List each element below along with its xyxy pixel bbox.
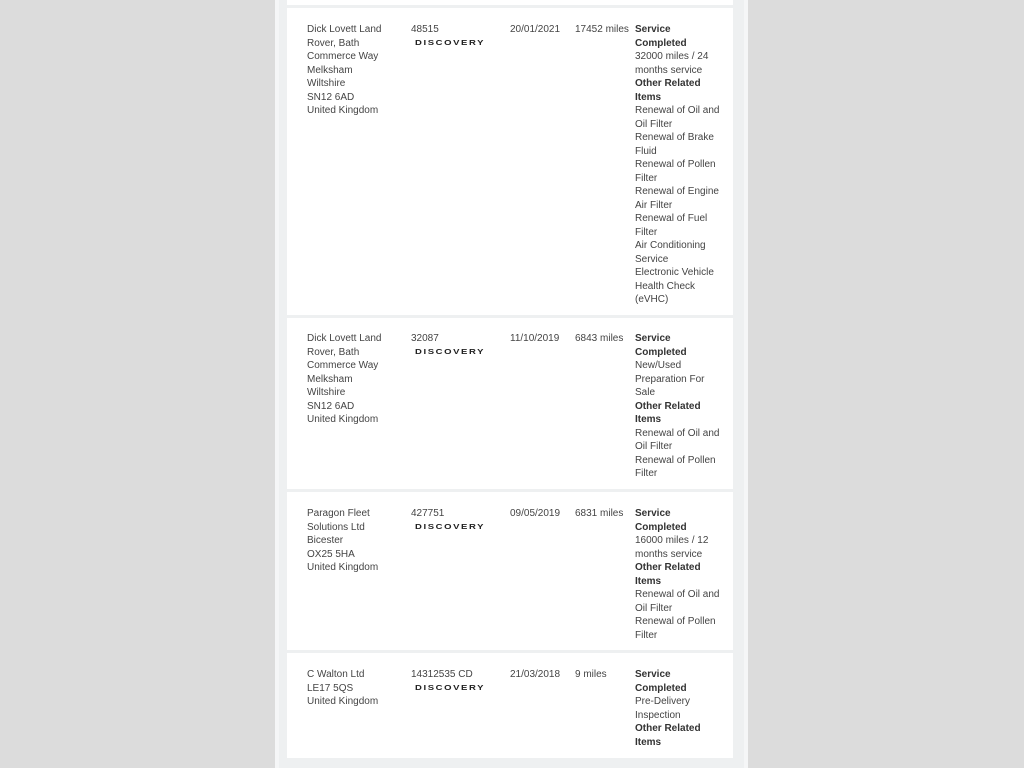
related-item: Renewal of Oil and Oil Filter [635,105,720,130]
other-items-label: Other Related Items [635,78,701,103]
service-record [287,8,733,315]
address-line: Bicester [307,535,344,546]
service-record [287,492,733,650]
mileage: 9 miles [575,669,607,680]
related-item: Renewal of Pollen Filter [635,159,716,184]
other-items-label: Other Related Items [635,400,701,425]
service-record [287,653,733,758]
dealer-address [307,668,403,709]
reference-number: 48515 [411,24,439,35]
address-line: Wiltshire [307,387,346,398]
mileage: 6831 miles [575,508,624,519]
left-edge [275,0,279,768]
previous-record-card [287,0,733,5]
discovery-logo: DISCOVERY [415,522,486,532]
service-details [635,507,725,642]
service-type: Pre-Delivery Inspection [635,696,691,721]
country: United Kingdom [307,105,379,116]
reference-number: 14312535 CD [411,669,473,680]
related-item: Renewal of Fuel Filter [635,213,708,238]
related-item: Renewal of Pollen Filter [635,454,716,479]
service-date: 21/03/2018 [510,669,561,680]
related-item: Renewal of Pollen Filter [635,616,716,641]
mileage: 6843 miles [575,333,624,344]
dealer-address [307,332,403,427]
dealer-name: Dick Lovett Land Rover, Bath [307,24,382,49]
reference-cell [411,23,501,51]
other-items-label: Other Related Items [635,723,701,748]
service-details [635,332,725,481]
related-item: Renewal of Engine Air Filter [635,186,719,211]
service-record [287,318,733,489]
service-type: 16000 miles / 12 months service [635,535,709,560]
discovery-logo: DISCOVERY [415,38,486,48]
service-details [635,668,725,749]
postcode: SN12 6AD [307,91,355,103]
related-item: Renewal of Brake Fluid [635,132,714,157]
dealer-name: C Walton Ltd [307,669,365,680]
address-line: Commerce Way [307,360,379,371]
dealer-name: Paragon Fleet Solutions Ltd [307,508,370,533]
service-completed-label: Service Completed [635,333,687,358]
service-type: New/Used Preparation For Sale [635,360,705,398]
service-date: 20/01/2021 [510,24,561,35]
other-items-label: Other Related Items [635,562,701,587]
service-history-panel [275,0,748,768]
related-item: Renewal of Oil and Oil Filter [635,589,720,614]
address-line: Melksham [307,373,353,385]
dealer-address [307,23,403,118]
dealer-name: Dick Lovett Land Rover, Bath [307,333,382,358]
service-date: 09/05/2019 [510,508,561,519]
address-line: Commerce Way [307,51,379,62]
address-line: Melksham [307,64,353,76]
postcode: SN12 6AD [307,400,355,412]
service-completed-label: Service Completed [635,508,687,533]
discovery-logo: DISCOVERY [415,683,486,693]
postcode: OX25 5HA [307,548,355,560]
reference-cell [411,507,501,535]
reference-cell [411,332,501,360]
country: United Kingdom [307,414,379,425]
service-completed-label: Service Completed [635,24,687,49]
right-edge [744,0,748,768]
service-details [635,23,725,307]
reference-number: 32087 [411,333,439,344]
related-item: Electronic Vehicle Health Check (eVHC) [635,267,714,305]
reference-number: 427751 [411,508,445,519]
related-item: Air Conditioning Service [635,240,706,265]
related-item: Renewal of Oil and Oil Filter [635,427,720,452]
postcode: LE17 5QS [307,682,354,694]
address-line: Wiltshire [307,78,346,89]
country: United Kingdom [307,562,379,573]
country: United Kingdom [307,696,379,707]
service-date: 11/10/2019 [510,333,560,344]
discovery-logo: DISCOVERY [415,347,486,357]
dealer-address [307,507,403,575]
service-type: 32000 miles / 24 months service [635,51,709,76]
reference-cell [411,668,501,696]
service-completed-label: Service Completed [635,669,687,694]
mileage: 17452 miles [575,24,629,35]
